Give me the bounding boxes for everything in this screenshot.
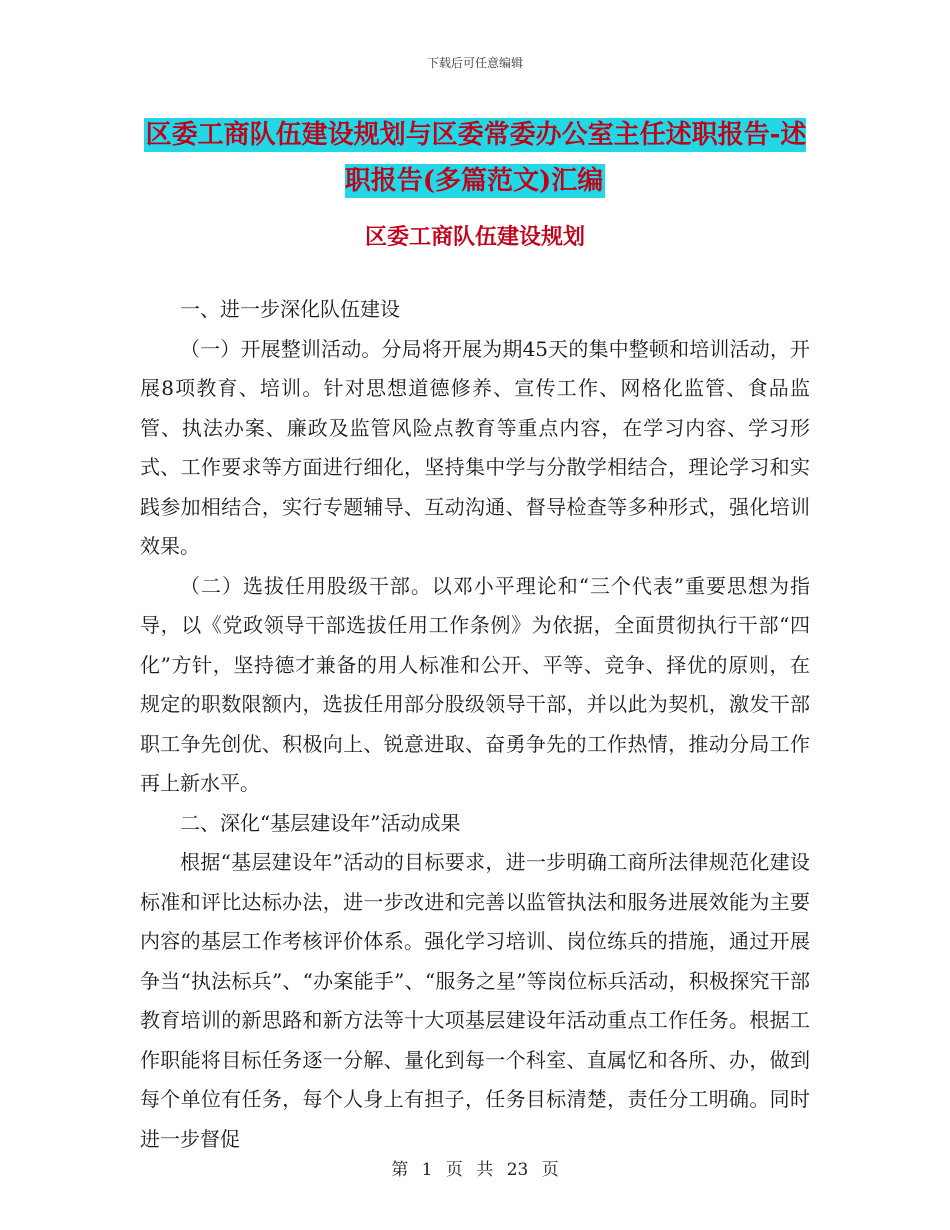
document-title-text: 区委工商队伍建设规划与区委常委办公室主任述职报告-述职报告(多篇范文)汇编 [145,120,807,196]
paragraph: 根据“基层建设年”活动的目标要求，进一步明确工商所法律规范化建设标准和评比达标办法，进一步改进和完善以监管执法和服务进展效能为主要内容的基层工作考核评价体系。强化学习培训、岗位练兵的措施，通过开展争当“执法标兵”、“办案能手”、“服务之星”等岗位标兵活动，积极探究干部教育培训的新思路和新方法等十大项基层建设年活动重点工作任务。根据工作职能将目标任务逐一分解、量化到每一个科室、直属忆和各所、办，做到每个单位有任务，每个人身上有担子，任务目标清楚，责任分工明确。同时进一步督促 [140,850,810,1151]
section-title: 区委工商队伍建设规划 [364,224,585,250]
document-body [140,290,810,1159]
paragraph: （一）开展整训活动。分局将开展为期45天的集中整顿和培训活动，开展8项教育、培训。针对思想道德修养、宣传工作、网格化监管、食品监管、执法办案、廉政及监管风险点教育等重点内容，在学习内容、学习形式、工作要求等方面进行细化，坚持集中学与分散学相结合，理论学习和实践参加相结合，实行专题辅导、互动沟通、督导检查等多种形式，强化培训效果。 [140,336,810,558]
header-note: 下载后可任意编辑 [426,56,523,70]
paragraph: （二）选拔任用股级干部。以邓小平理论和“三个代表”重要思想为指导，以《党政领导干部选拔任用工作条例》为依据，全面贯彻执行干部“四化”方针，坚持德才兼备的用人标准和公开、平等、竞争、择优的原则，在规定的职数限额内，选拔任用部分股级领导干部，并以此为契机，激发干部职工争先创优、积极向上、锐意进取、奋勇争先的工作热情，推动分局工作再上新水平。 [140,573,810,795]
paragraph: 一、进一步深化队伍建设 [180,297,400,321]
paragraph: 二、深化“基层建设年”活动成果 [180,810,461,835]
page-indicator: 第 1 页 共 23 页 [391,1160,559,1180]
document-title [140,112,810,204]
